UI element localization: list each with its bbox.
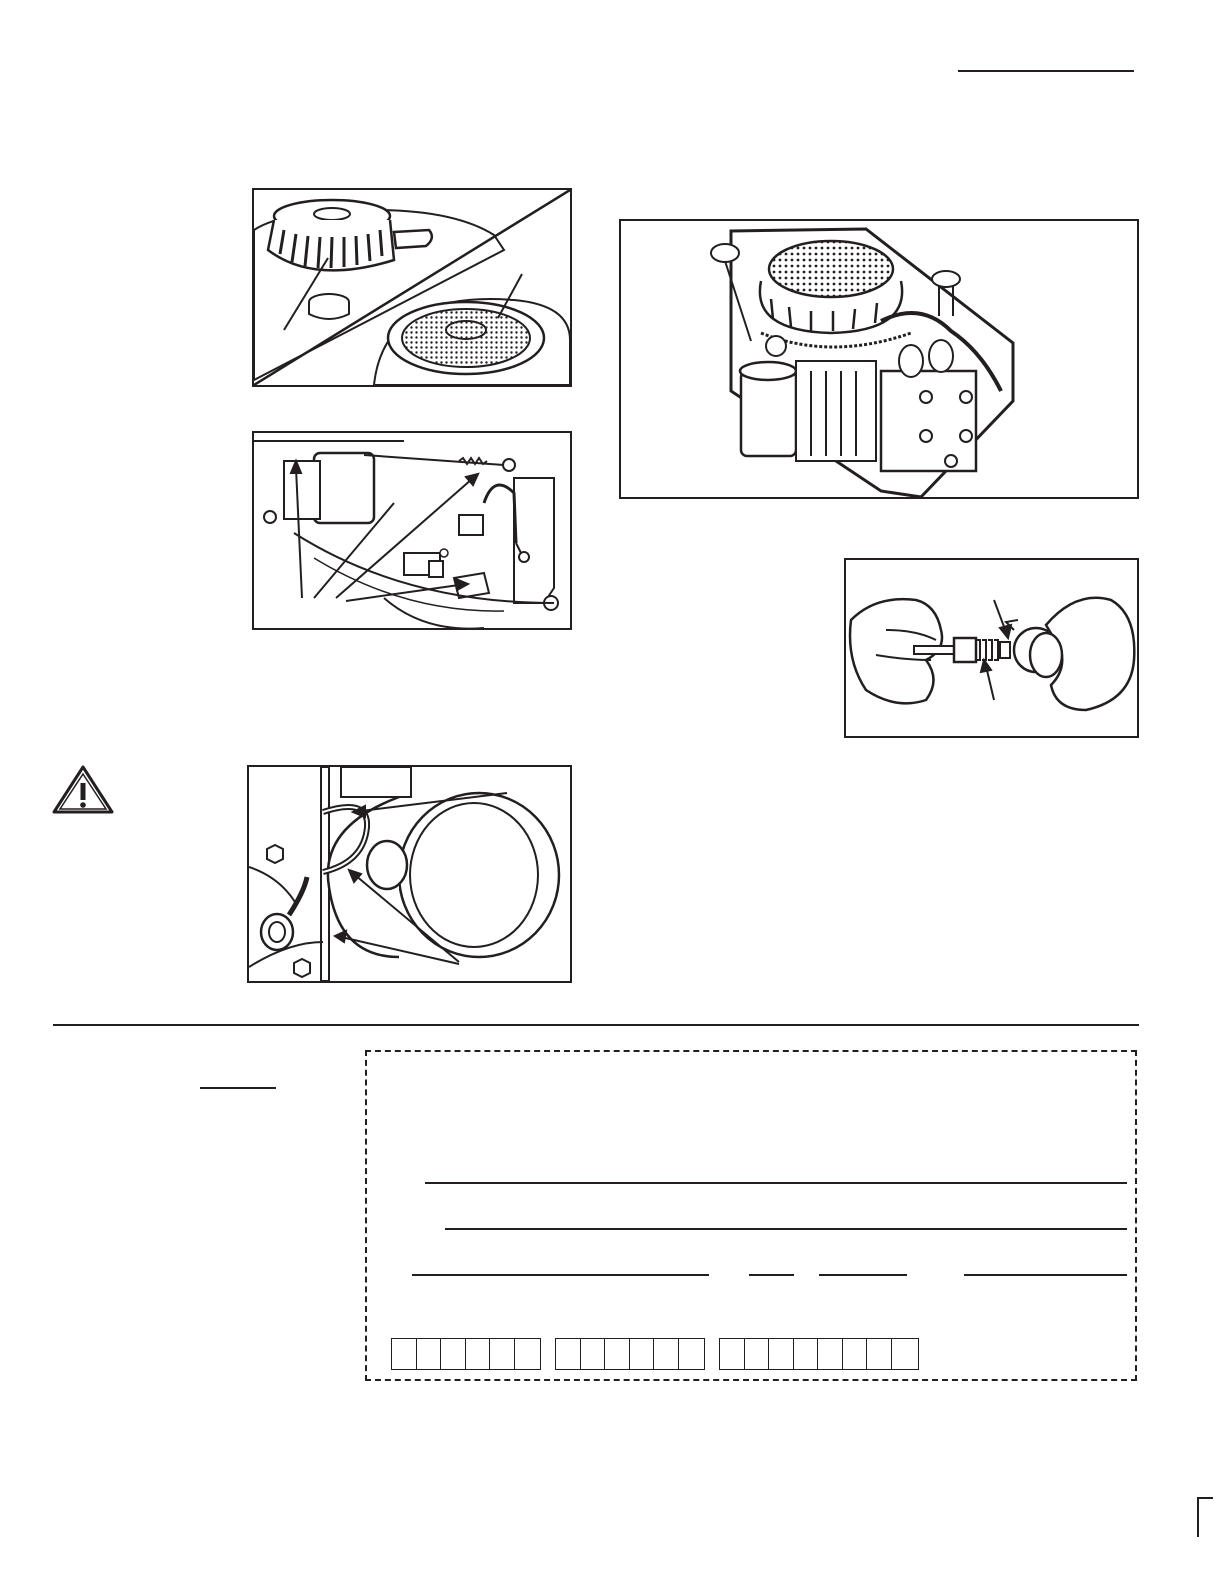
form-blank-phone[interactable] bbox=[964, 1274, 1127, 1276]
code-boxes-group-2[interactable] bbox=[555, 1338, 705, 1370]
engine-illustration bbox=[621, 221, 1137, 497]
figure-muffler-area bbox=[247, 765, 572, 983]
form-blank-line-2[interactable] bbox=[445, 1228, 1127, 1230]
figure-engine bbox=[619, 219, 1139, 499]
muffler-area-illustration bbox=[249, 767, 570, 981]
order-form-box bbox=[365, 1050, 1137, 1381]
header-rule bbox=[958, 70, 1134, 72]
form-blank-state[interactable] bbox=[749, 1274, 794, 1276]
section-divider bbox=[53, 1024, 1139, 1026]
form-blank-line-1[interactable] bbox=[425, 1182, 1127, 1184]
governor-linkage-illustration bbox=[254, 433, 570, 628]
form-blank-city[interactable] bbox=[412, 1274, 709, 1276]
left-short-rule bbox=[200, 1087, 276, 1089]
code-boxes-group-3[interactable] bbox=[719, 1338, 919, 1370]
figure-governor-linkage bbox=[252, 431, 572, 630]
figure-spark-plug bbox=[844, 558, 1139, 738]
recoil-air-screen-illustration bbox=[254, 190, 570, 385]
form-blank-zip[interactable] bbox=[819, 1274, 907, 1276]
warning-triangle-icon bbox=[52, 765, 114, 815]
spark-plug-illustration bbox=[846, 560, 1137, 736]
code-boxes-group-1[interactable] bbox=[391, 1338, 541, 1370]
figure-recoil-air-screen bbox=[252, 188, 572, 387]
corner-crop-mark bbox=[1197, 1497, 1213, 1537]
